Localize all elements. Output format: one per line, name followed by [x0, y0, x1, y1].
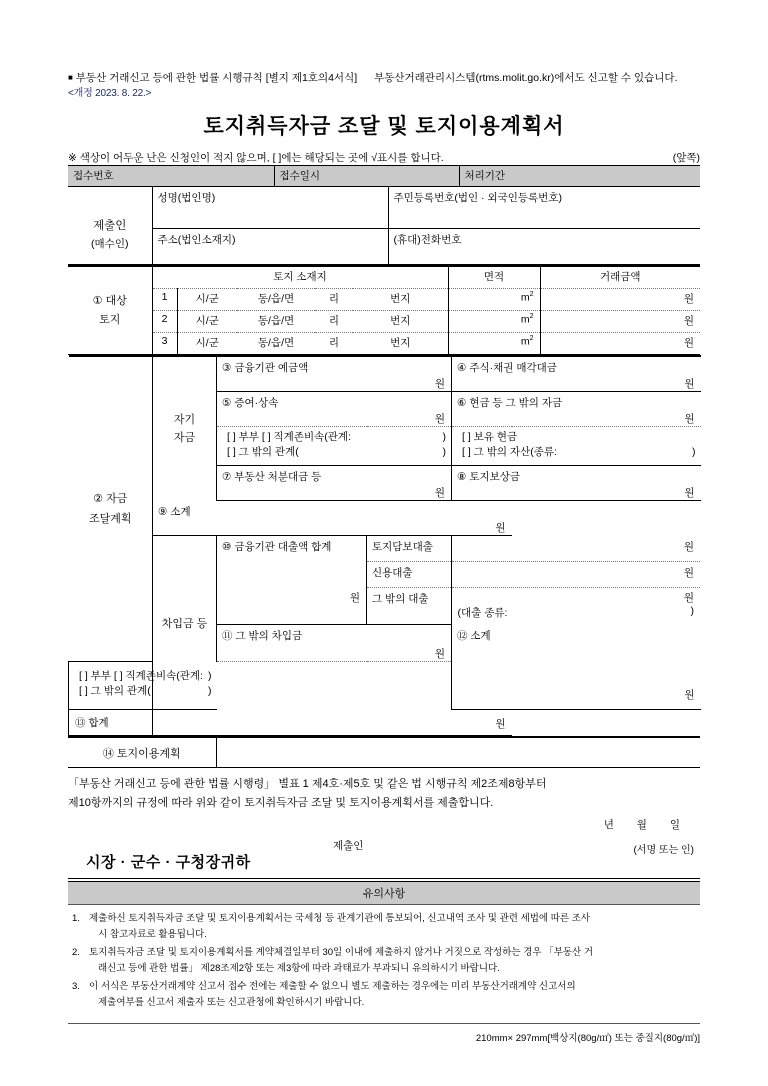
item3-unit: 원: [434, 378, 445, 390]
revision-date: <개정 2023. 8. 22.>: [68, 88, 152, 99]
borrow-relation-checkboxes[interactable]: [69, 662, 217, 710]
land-sigun-2[interactable]: 시/군: [177, 311, 237, 333]
item6-unit: 원: [684, 413, 695, 425]
front-page-mark: (앞쪽): [672, 152, 700, 164]
land-bunji-3[interactable]: 번지: [353, 333, 448, 355]
loan-land-label: 토지담보대출: [367, 536, 451, 562]
fill-notice-row: [68, 150, 700, 165]
land-ri-1[interactable]: 리: [315, 289, 353, 311]
rrn-field[interactable]: 주민등록번호(법인 · 외국인등록번호): [388, 187, 700, 229]
loan-other-unit: 원: [683, 592, 694, 604]
item8-cell[interactable]: [452, 466, 701, 501]
recipient-title: 시장 · 군수 · 구청장: [86, 854, 221, 871]
form-inner: [68, 0, 700, 1044]
day-label: 일: [669, 819, 690, 831]
item3-label: ③ 금융기관 예금액: [222, 362, 309, 374]
item7-unit: 원: [434, 487, 445, 499]
notice-item: [72, 945, 694, 977]
item13-label: ⑬ 합계: [69, 710, 153, 736]
notices-list: [68, 905, 700, 1017]
item12-subtotal-cell[interactable]: [452, 625, 701, 710]
land-bunji-1[interactable]: 번지: [353, 289, 448, 311]
gift-rel-line2[interactable]: [ ] 그 밖의 관계( ): [227, 446, 446, 458]
submitter-table: [68, 187, 700, 265]
land-dong-2[interactable]: 동/읍/면: [237, 311, 315, 333]
notices-block: [68, 882, 700, 1017]
processing-period-cell: 처리기간: [459, 166, 700, 187]
item7-label: ⑦ 부동산 처분대금 등: [222, 471, 322, 483]
loan-other-label: 그 밖의 대출: [372, 593, 429, 605]
land-ri-2[interactable]: 리: [315, 311, 353, 333]
month-label: 월: [636, 819, 657, 831]
land-dong-3[interactable]: 동/읍/면: [237, 333, 315, 355]
notice-text: 토지취득자금 조달 및 토지이용계획서를 계약체결일부터 30일 이내에 제출하지 않거나 거짓으로 작성하는 경우 「부동산 거 래신고 등에 관한 법률」 제28조제2항 또는 제3항에 따라 과태료가 부과되니 유의하시기 바랍니다.: [89, 947, 594, 974]
rtms-note: 부동산거래관리시스템(rtms.molit.go.kr)에서도 신고할 수 있습니다.: [374, 72, 678, 84]
own-funds-label-1: 자기: [173, 413, 196, 426]
item7-cell[interactable]: [217, 466, 452, 501]
land-bunji-2[interactable]: 번지: [353, 311, 448, 333]
land-area-2[interactable]: $m^2$: [448, 311, 540, 333]
signature-area: [68, 817, 700, 875]
item6-cell[interactable]: [452, 392, 701, 427]
receipt-datetime-cell: 접수일시: [274, 166, 459, 187]
item10-cell[interactable]: [217, 536, 367, 625]
loan-breakdown-cell: [367, 536, 694, 625]
receipt-number-cell: 접수번호: [68, 166, 274, 187]
borrowed-funds-label: 차입금 등: [161, 617, 208, 630]
recipient-line: [86, 851, 251, 872]
land-area-3[interactable]: $m^2$: [448, 333, 540, 355]
legal-statement-line1: 「부동산 거래신고 등에 관한 법률 시행령」 별표 1 제4호·제5호 및 같은 법 시행규칙 제2조제8항부터: [68, 778, 547, 790]
borrow-rel-line2[interactable]: [ ] 그 밖의 관계( ): [79, 685, 212, 697]
loan-land-value[interactable]: 원: [451, 536, 700, 562]
page-title: 토지취득자금 조달 및 토지이용계획서: [203, 115, 565, 138]
cash-line2[interactable]: [ ] 그 밖의 자산(종류: ): [462, 446, 696, 458]
legal-statement: [68, 775, 700, 813]
loan-credit-value[interactable]: 원: [451, 562, 700, 588]
notice-number: 2.: [72, 947, 80, 958]
item10-unit: 원: [349, 592, 360, 604]
form-rule-line: [68, 70, 700, 86]
signature-or-seal-label: (서명 또는 인): [633, 845, 694, 856]
item9-unit: 원: [495, 522, 506, 534]
submitter-label-main: 제출인: [93, 220, 127, 232]
landuse-table: [68, 736, 700, 768]
landuse-input[interactable]: [216, 737, 700, 768]
recipient-suffix: 귀하: [220, 854, 251, 871]
land-dong-1[interactable]: 동/읍/면: [237, 289, 315, 311]
notice-number: 1.: [72, 913, 80, 924]
year-label: 년: [603, 819, 624, 831]
address-field[interactable]: 주소(법인소재지): [152, 229, 388, 265]
item3-cell[interactable]: [217, 356, 452, 392]
paper-size-note: 210mm× 297mm[백상지(80g/㎡) 또는 중질지(80g/㎡)]: [475, 1033, 700, 1044]
item4-unit: 원: [684, 378, 695, 390]
item13-total-cell[interactable]: [153, 710, 512, 736]
item9-label: ⑨ 소계: [158, 506, 191, 518]
own-funds-label-2: 자금: [173, 431, 196, 444]
land-row-no: 1: [152, 289, 177, 311]
land-row-no: 2: [152, 311, 177, 333]
loan-credit-label: 신용대출: [367, 562, 451, 588]
notice-item: [72, 979, 694, 1011]
notices-header: 유의사항: [68, 882, 700, 905]
target-land-label-1: ① 대상: [92, 294, 127, 307]
land-price-3[interactable]: 원: [540, 333, 700, 355]
loan-type-row[interactable]: [452, 605, 701, 620]
land-sigun-1[interactable]: 시/군: [177, 289, 237, 311]
date-line[interactable]: [604, 817, 690, 832]
submitter-label-sub: (매수인): [91, 238, 129, 250]
land-sigun-3[interactable]: 시/군: [177, 333, 237, 355]
item6-label: ⑥ 현금 등 그 밖의 자금: [457, 397, 563, 409]
item11-label: ⑪ 그 밖의 차입금: [222, 630, 303, 642]
land-area-header: 면적: [448, 266, 540, 289]
notice-number: 3.: [72, 981, 80, 992]
gift-rel-line1[interactable]: [ ] 부부 [ ] 직계존비속(관계: ): [227, 431, 446, 443]
item4-label: ④ 주식·채권 매각대금: [457, 362, 557, 374]
item12-label: ⑫ 소계: [457, 629, 491, 642]
notice-text: 이 서식은 부동산거래계약 신고서 접수 전에는 제출할 수 없으니 별도 제출하는 경우에는 미리 부동산거래계약 신고서의 제출여부를 신고서 제출자 또는 신고관청에 확인하시기 바랍니다.: [89, 981, 576, 1008]
bullet-square-icon: ■: [68, 73, 73, 82]
item8-unit: 원: [684, 487, 695, 499]
item11-cell[interactable]: [217, 625, 452, 662]
item4-cell[interactable]: [452, 356, 701, 392]
item5-cell[interactable]: [217, 392, 452, 427]
funding-section-label-cell: [69, 356, 153, 662]
own-funds-label-cell: [153, 356, 217, 501]
loan-type-label: (대출 종류:: [457, 607, 508, 619]
cash-asset-checkboxes[interactable]: [452, 427, 701, 466]
land-price-header: 거래금액: [540, 266, 700, 289]
landuse-label: ⑭ 토지이용계획: [68, 737, 216, 768]
target-land-table: [68, 265, 700, 355]
item13-unit: 원: [495, 718, 506, 730]
item5-unit: 원: [434, 413, 445, 425]
legal-statement-line2: 제10항까지의 규정에 따라 위와 같이 토지취득자금 조달 및 토지이용계획서를 제출합니다.: [68, 797, 494, 809]
target-land-label-cell: [68, 266, 152, 355]
cash-line1[interactable]: [ ] 보유 현금: [462, 431, 518, 443]
funding-label-2: 조달계획: [88, 513, 132, 525]
land-price-2[interactable]: 원: [540, 311, 700, 333]
target-land-label-2: 토지: [99, 313, 121, 326]
phone-field[interactable]: (휴대)전화번호: [388, 229, 700, 265]
notice-text: 제출하신 토지취득자금 조달 및 토지이용계획서는 국세청 등 관계기관에 통보되어, 신고내역 조사 및 관련 세법에 따른 조사 시 참고자료로 활용됩니다.: [89, 913, 591, 940]
land-location-header: 토지 소재지: [152, 266, 448, 289]
loan-other-value-cell[interactable]: [451, 588, 700, 625]
funding-label-1: ② 자금: [93, 493, 128, 505]
item5-label: ⑤ 증여·상속: [222, 397, 279, 409]
land-row-no: 3: [152, 333, 177, 355]
land-price-1[interactable]: 원: [540, 289, 700, 311]
item8-label: ⑧ 토지보상금: [457, 471, 521, 483]
gift-relation-checkboxes[interactable]: [217, 427, 452, 466]
submitter-label-cell: [68, 187, 152, 265]
land-area-1[interactable]: $m^2$: [448, 289, 540, 311]
item12-unit: 원: [684, 688, 695, 701]
land-ri-3[interactable]: 리: [315, 333, 353, 355]
loan-type-close: ): [690, 605, 694, 617]
funding-plan-table: [68, 355, 701, 736]
rule-citation: 부동산 거래신고 등에 관한 법률 시행규칙 [별지 제1호의4서식]: [75, 72, 358, 84]
submitter-signature-label: 제출인: [333, 840, 364, 852]
borrow-rel-line1[interactable]: [ ] 부부 [ ] 직계존비속(관계: ): [79, 670, 212, 682]
receipt-table: [68, 165, 700, 187]
notice-item: [72, 911, 694, 943]
fill-notice: ※ 색상이 어두운 난은 신청인이 적지 않으며, [ ]에는 해당되는 곳에 √표시를 합니다.: [68, 152, 444, 164]
item10-label: ⑩ 금융기관 대출액 합계: [222, 541, 332, 553]
item11-unit: 원: [434, 648, 445, 660]
name-field[interactable]: 성명(법인명): [152, 187, 388, 229]
item9-subtotal-cell[interactable]: [153, 501, 512, 536]
